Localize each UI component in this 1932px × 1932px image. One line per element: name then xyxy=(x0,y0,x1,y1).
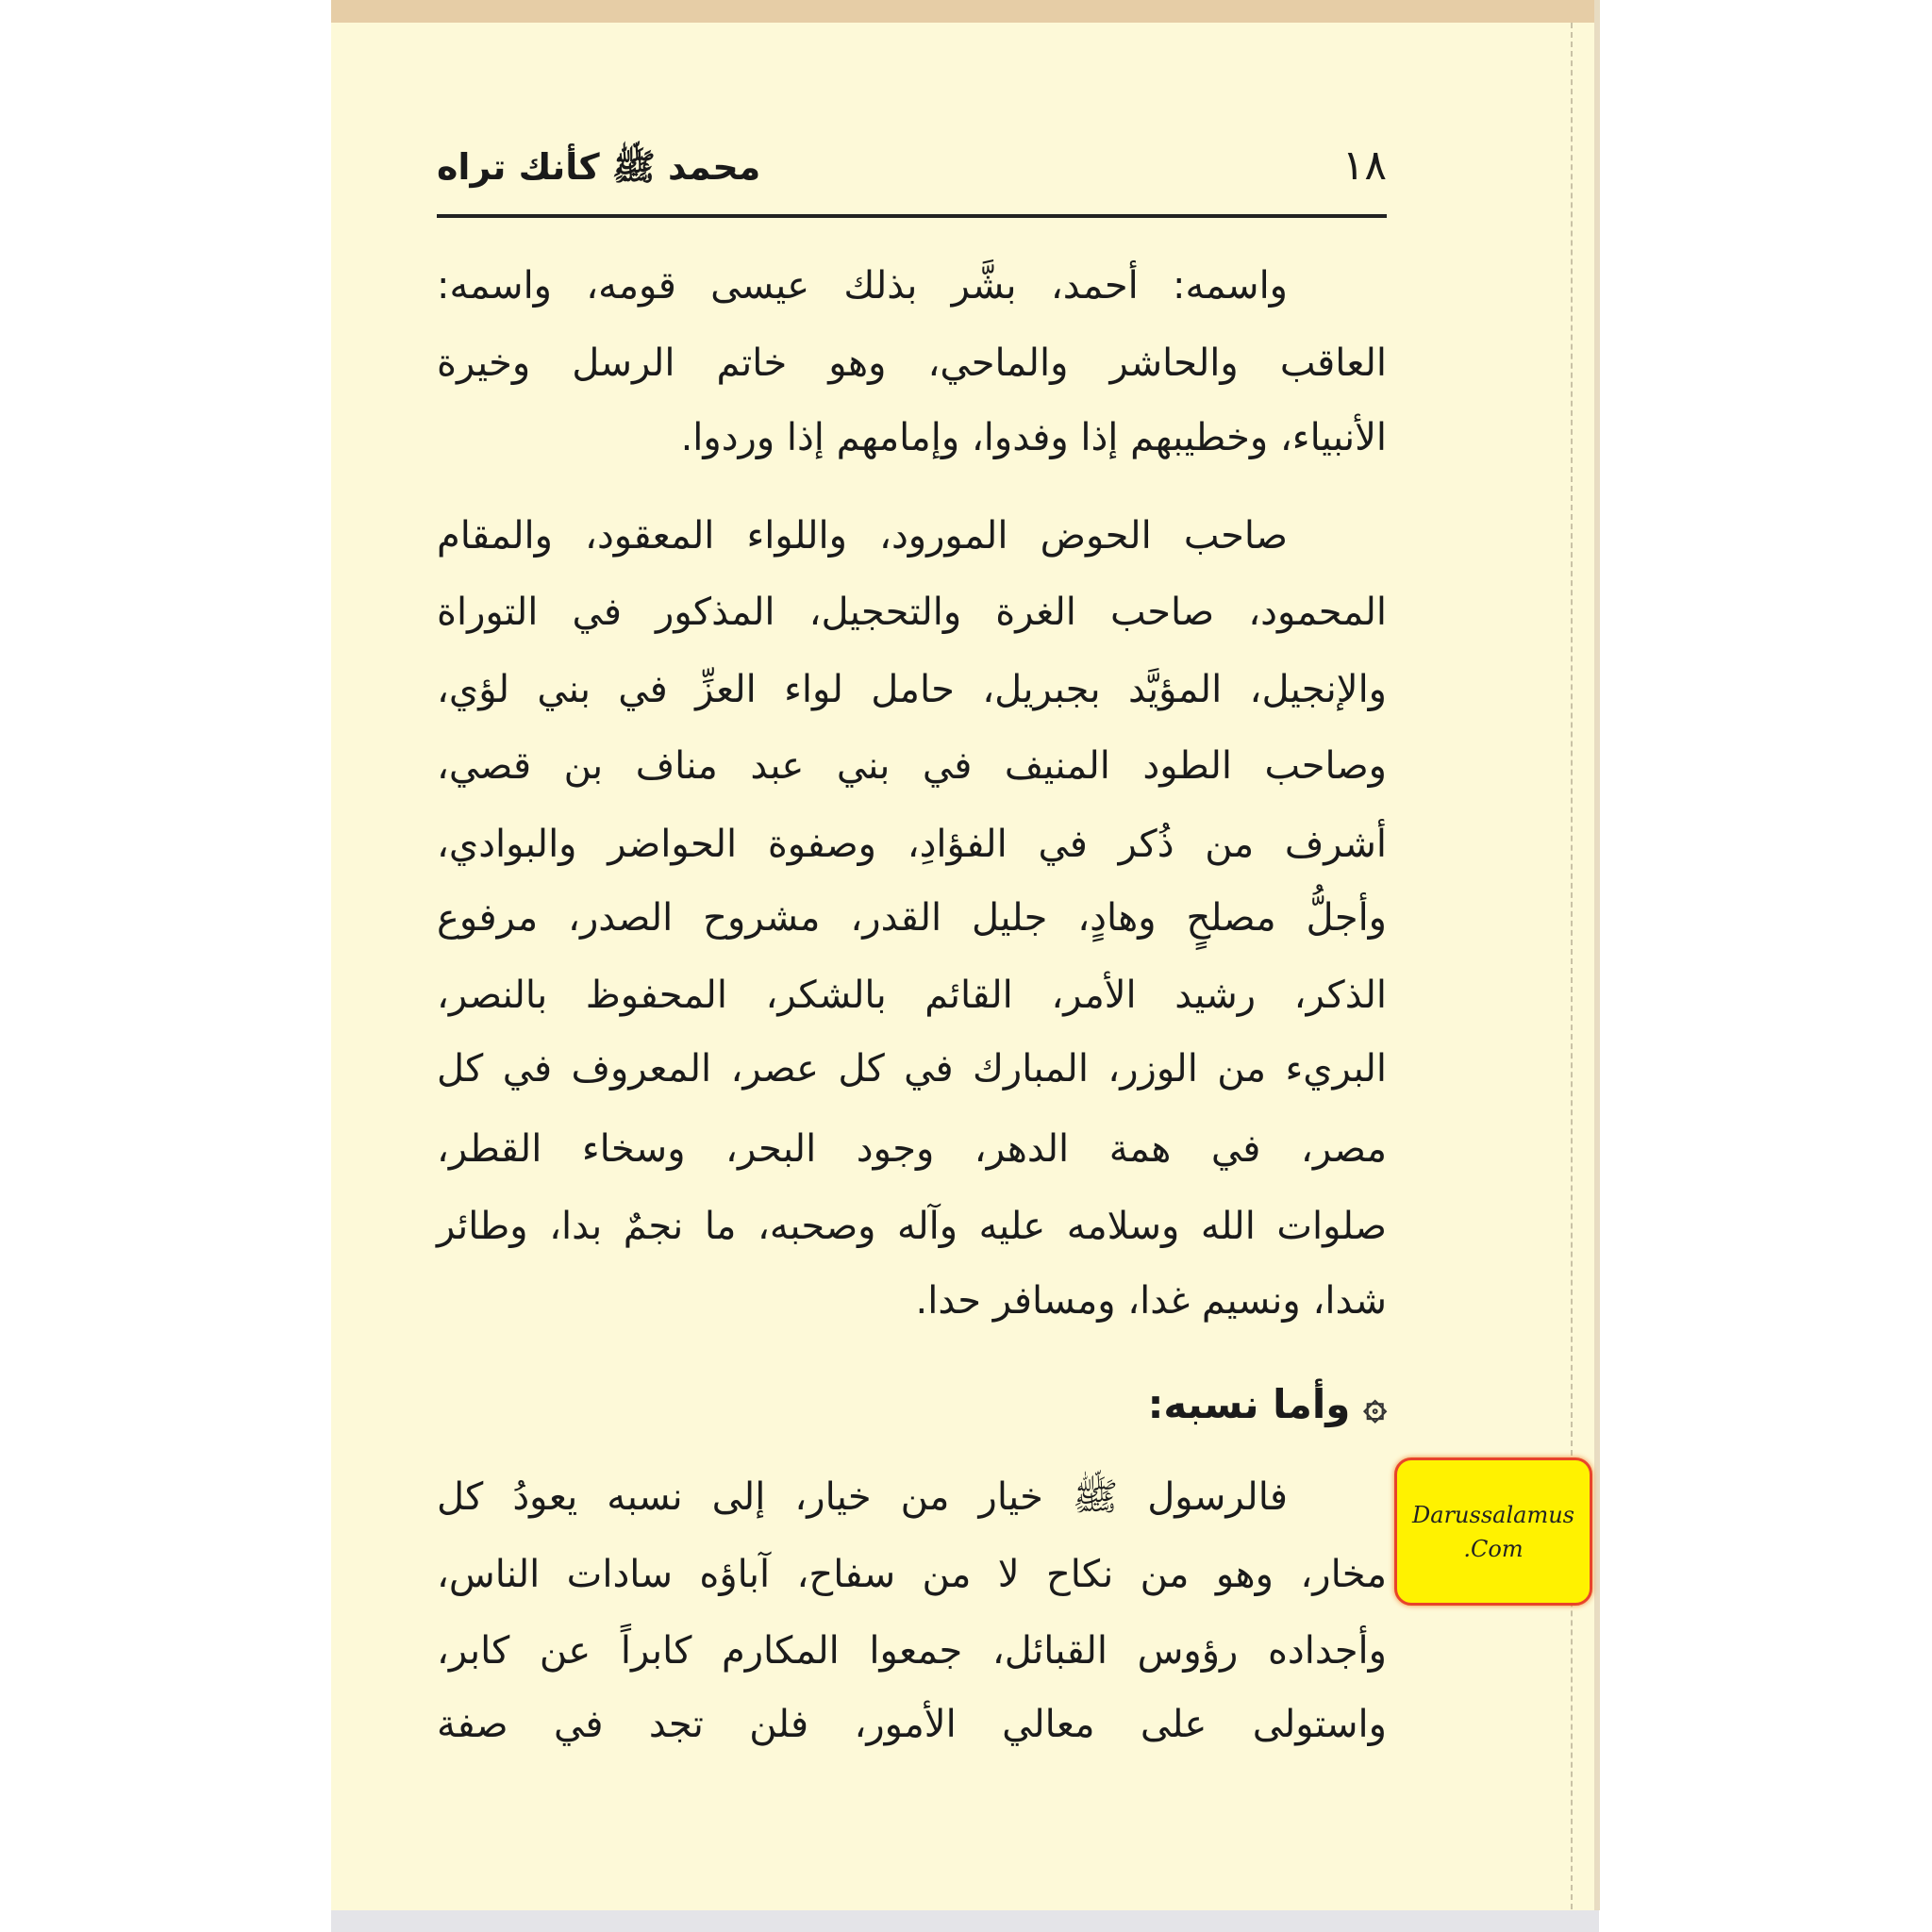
text-line: مصر، في همة الدهر، وجود البحر، وسخاء القطر، xyxy=(437,1127,1387,1171)
page-bottom-edge xyxy=(331,1910,1599,1932)
page-stack-edge xyxy=(1594,0,1600,1910)
text-line: واسمه: أحمد، بشَّر بذلك عيسى قومه، واسمه: xyxy=(437,264,1288,308)
watermark-badge xyxy=(1394,1457,1592,1606)
page-top-edge xyxy=(331,0,1599,23)
section-heading xyxy=(437,1367,1387,1442)
header-rule xyxy=(437,214,1387,218)
text-line: شدا، ونسيم غدا، ومسافر حدا. xyxy=(915,1279,1387,1323)
text-line: وأجداده رؤوس القبائل، جمعوا المكارم كابراً عن كابر، xyxy=(437,1629,1387,1673)
text-line: مخار، وهو من نكاح لا من سفاح، آباؤه سادات الناس، xyxy=(437,1553,1387,1596)
text-line: واستولى على معالي الأمور، فلن تجد في صفة xyxy=(437,1703,1387,1746)
text-line: البريء من الوزر، المبارك في كل عصر، المعروف في كل xyxy=(437,1047,1387,1091)
watermark-line-2: .Com xyxy=(1463,1536,1524,1562)
text-line: فالرسول ﷺ خيار من خيار، إلى نسبه يعودُ كل xyxy=(437,1475,1288,1519)
page-number: ١٨ xyxy=(1341,142,1387,190)
page-edge-line xyxy=(1571,23,1574,1909)
section-heading-text: وأما نسبه: xyxy=(1147,1381,1351,1427)
running-title: محمد ﷺ كأنك تراه xyxy=(437,146,761,188)
text-line: صاحب الحوض المورود، واللواء المعقود، والمقام xyxy=(437,514,1288,558)
text-line: صلوات الله وسلامه عليه وآله وصحبه، ما نجمٌ بدا، وطائر xyxy=(437,1205,1387,1248)
text-line: الذكر، رشيد الأمر، القائم بالشكر، المحفوظ بالنصر، xyxy=(437,974,1387,1017)
text-line: المحمود، صاحب الغرة والتحجيل، المذكور في التوراة xyxy=(437,591,1387,634)
text-line: العاقب والحاشر والماحي، وهو خاتم الرسل وخيرة xyxy=(437,341,1387,385)
text-line: أشرف من ذُكر في الفؤادِ، وصفوة الحواضر والبوادي، xyxy=(437,823,1387,866)
running-header xyxy=(437,142,1387,198)
text-line: والإنجيل، المؤيَّد بجبريل، حامل لواء العزِّ في بني لؤي، xyxy=(437,668,1387,711)
text-line: وأجلُّ مصلحٍ وهادٍ، جليل القدر، مشروح الصدر، مرفوع xyxy=(437,896,1387,940)
text-line: الأنبياء، وخطيبهم إذا وفدوا، وإمامهم إذا وردوا. xyxy=(680,416,1387,459)
flower-ornament-icon: ۞ xyxy=(1363,1381,1387,1427)
text-line: وصاحب الطود المنيف في بني عبد مناف بن قصي، xyxy=(437,744,1387,788)
watermark-line-1: Darussalamus xyxy=(1412,1502,1574,1528)
